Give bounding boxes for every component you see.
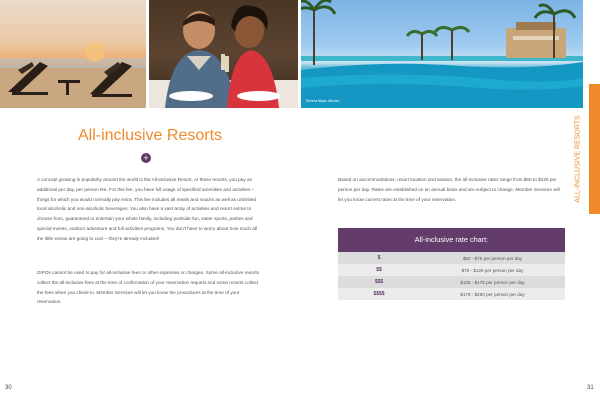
rate-tier: $$$ bbox=[374, 279, 384, 285]
rate-row bbox=[338, 264, 565, 276]
photo-caption: Riviera Maya, Mexico bbox=[306, 99, 340, 103]
rate-row bbox=[338, 276, 565, 288]
rates-paragraph: Based on accommodations, resort location and season, the all-inclusive rates range from $60 to $220 per person per day. Rates are established on an annual basis and are subject to change. Member Services will let you know current rates at the time of your reservation. bbox=[338, 177, 560, 202]
beach-loungers-illustration bbox=[0, 0, 146, 108]
rate-tier: $$$$ bbox=[373, 291, 385, 297]
rate-row bbox=[338, 252, 565, 264]
couple-dining-photo bbox=[149, 0, 298, 108]
section-side-label bbox=[571, 104, 585, 214]
rate-price: $175 - $250 per person per day bbox=[460, 291, 525, 297]
couple-dining-illustration bbox=[149, 0, 298, 108]
page-number-right: 31 bbox=[587, 385, 594, 391]
section-side-label-text: ALL-INCLUSIVE RESORTS bbox=[574, 115, 582, 203]
resort-pool-illustration bbox=[301, 0, 583, 108]
rate-price: $125 - $175 per person per day bbox=[460, 279, 525, 285]
page-number-left: 30 bbox=[5, 385, 12, 391]
rate-tier: $$ bbox=[376, 267, 382, 273]
plus-icon: + bbox=[141, 153, 151, 163]
rate-tier: $ bbox=[377, 255, 381, 261]
resort-pool-photo bbox=[301, 0, 583, 108]
dipo-paragraph: DIPOs cannot be used to pay for all-inclusive fees or other expenses or charges. Some all-inclusive resorts collect the all-inclusive fees at the time of confirmation of your reservation request and some resorts collect the fees when you check-in. Member Services will let you know the procedures at the time of your reservation. bbox=[37, 270, 259, 305]
intro-paragraph: A concept growing in popularity around the world is the All-inclusive Resort. At these resorts, you pay an additional per day, per person fee. For this fee, you have full usage of specified amenities and activities – things for which you would normally pay extra. This fee includes all meals and snacks as well as unlimited local alcoholic and non-alcoholic beverages. You also have a vast array of activities and resort extras to choose from, guaranteed to entertain your whole family, including poolside fun, water sports, parties and special events, outdoor adventure and full activities programs. You don't have to worry about how much all the little extras are going to cost – they're already included! bbox=[37, 177, 258, 241]
beach-sunset-photo bbox=[0, 0, 146, 108]
rate-chart-title: All-inclusive rate chart: bbox=[338, 228, 565, 252]
rate-row bbox=[338, 288, 565, 300]
rate-chart bbox=[338, 228, 565, 300]
section-tab bbox=[589, 84, 600, 214]
rate-price: $75 - $125 per person per day bbox=[461, 267, 524, 273]
rate-price: $50 - $75 per person per day bbox=[462, 255, 523, 261]
page-title: All-inclusive Resorts bbox=[77, 127, 223, 144]
